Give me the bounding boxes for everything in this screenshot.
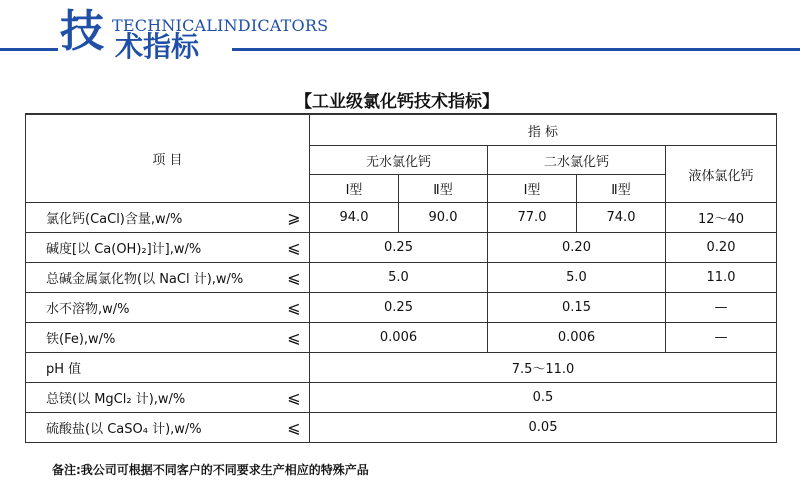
header-rule-left (0, 48, 58, 51)
row-item: 碱度[以 Ca(OH)₂]计],w/% (26, 233, 280, 263)
header-type1-dihydrate: Ⅰ型 (488, 175, 577, 203)
header-type2-dihydrate: Ⅱ型 (577, 175, 666, 203)
row-symbol: ⩽ (279, 263, 310, 293)
row-symbol: ⩽ (279, 293, 310, 323)
cell-dihydrate-type1: 77.0 (488, 203, 577, 233)
header-type1-anhydrous: Ⅰ型 (310, 175, 399, 203)
table-row (26, 263, 777, 293)
cell-anhydrous: 0.25 (310, 233, 488, 263)
row-symbol: ⩾ (279, 203, 310, 233)
cell-anhydrous-type2: 90.0 (399, 203, 488, 233)
table-row (26, 293, 777, 323)
cell-dihydrate-type2: 74.0 (577, 203, 666, 233)
cell-liquid: 0.20 (666, 233, 777, 263)
table-row (26, 353, 777, 383)
header-title-char: 技 (60, 6, 104, 57)
cell-all: 0.5 (310, 383, 777, 413)
row-symbol: ⩽ (279, 323, 310, 353)
row-item: 硫酸盐(以 CaSO₄ 计),w/% (26, 413, 280, 443)
row-symbol (279, 353, 310, 383)
row-item: 铁(Fe),w/% (26, 323, 280, 353)
page-header (0, 0, 800, 70)
row-symbol: ⩽ (279, 233, 310, 263)
table-row (26, 233, 777, 263)
table-row (26, 383, 777, 413)
cell-liquid: — (666, 293, 777, 323)
header-indicator: 指 标 (310, 114, 777, 146)
row-item: 总镁(以 MgCl₂ 计),w/% (26, 383, 280, 413)
header-title-english: TECHNICALINDICATORS (112, 16, 329, 35)
header-rule-right (232, 48, 800, 51)
row-item: pH 值 (26, 353, 280, 383)
header-anhydrous: 无水氯化钙 (310, 146, 488, 175)
row-symbol: ⩽ (279, 383, 310, 413)
table-title: 【工业级氯化钙技术指标】 (295, 92, 499, 112)
table-row (26, 323, 777, 353)
header-dihydrate: 二水氯化钙 (488, 146, 666, 175)
cell-all: 0.05 (310, 413, 777, 443)
cell-anhydrous: 0.25 (310, 293, 488, 323)
footnote: 备注:我公司可根据不同客户的不同要求生产相应的特殊产品 (52, 463, 369, 477)
header-item: 项 目 (26, 114, 310, 203)
cell-dihydrate: 0.006 (488, 323, 666, 353)
table-row (26, 203, 777, 233)
cell-all: 7.5～11.0 (310, 353, 777, 383)
row-symbol: ⩽ (279, 413, 310, 443)
cell-liquid: 12～40 (666, 203, 777, 233)
header-liquid: 液体氯化钙 (666, 146, 777, 203)
spec-table (25, 113, 777, 443)
header-title-rest: 术指标 (115, 30, 200, 63)
row-item: 氯化钙(CaCl)含量,w/% (26, 203, 280, 233)
cell-anhydrous-type1: 94.0 (310, 203, 399, 233)
cell-liquid: — (666, 323, 777, 353)
cell-anhydrous: 0.006 (310, 323, 488, 353)
cell-dihydrate: 0.20 (488, 233, 666, 263)
cell-liquid: 11.0 (666, 263, 777, 293)
table-row (26, 413, 777, 443)
row-item: 总碱金属氯化物(以 NaCl 计),w/% (26, 263, 280, 293)
cell-dihydrate: 0.15 (488, 293, 666, 323)
cell-dihydrate: 5.0 (488, 263, 666, 293)
header-type2-anhydrous: Ⅱ型 (399, 175, 488, 203)
row-item: 水不溶物,w/% (26, 293, 280, 323)
cell-anhydrous: 5.0 (310, 263, 488, 293)
